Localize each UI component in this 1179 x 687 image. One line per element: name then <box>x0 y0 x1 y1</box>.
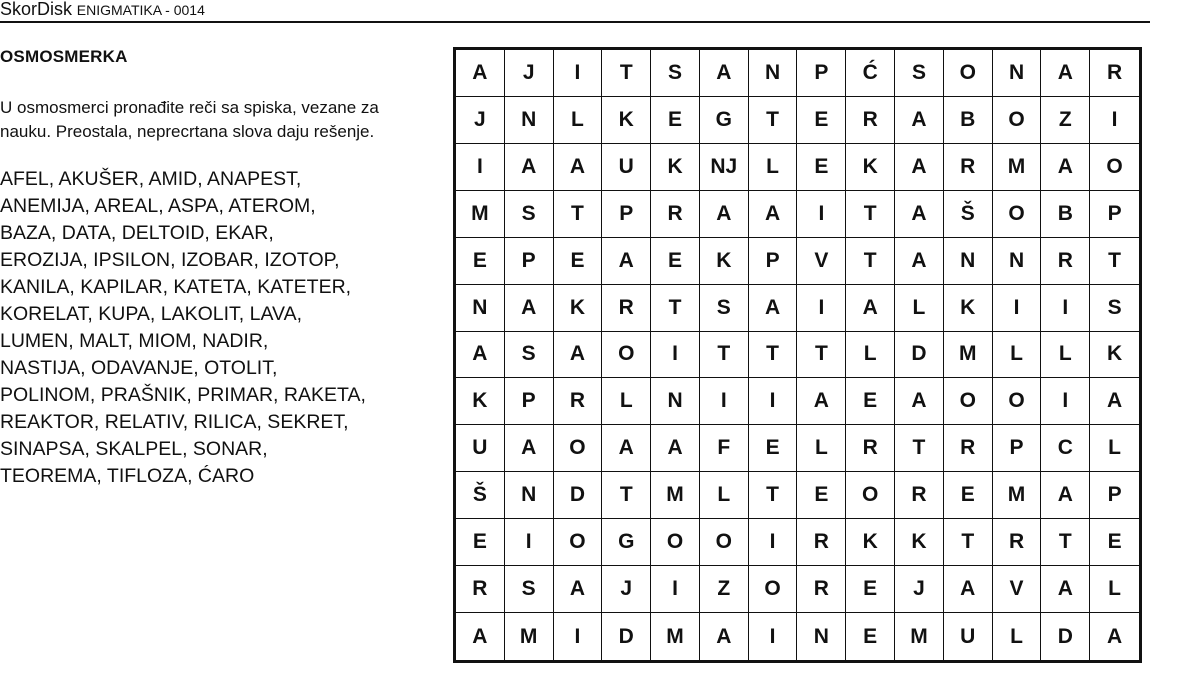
grid-cell[interactable]: T <box>846 191 895 238</box>
grid-cell[interactable]: A <box>554 332 603 379</box>
grid-cell[interactable]: R <box>993 519 1042 566</box>
grid-cell[interactable]: T <box>846 238 895 285</box>
grid-cell[interactable]: T <box>602 472 651 519</box>
grid-cell[interactable]: N <box>797 613 846 660</box>
grid-cell[interactable]: I <box>456 144 505 191</box>
grid-cell[interactable]: P <box>797 50 846 97</box>
grid-cell[interactable]: I <box>1041 285 1090 332</box>
grid-cell[interactable]: R <box>1090 50 1139 97</box>
grid-cell[interactable]: A <box>700 50 749 97</box>
word-list-line: AFEL, AKUŠER, AMID, ANAPEST, <box>0 168 302 190</box>
grid-cell[interactable]: J <box>456 97 505 144</box>
grid-cell[interactable]: P <box>1090 472 1139 519</box>
grid-cell[interactable]: N <box>993 50 1042 97</box>
word-list-line: ANEMIJA, AREAL, ASPA, ATEROM, <box>0 195 316 217</box>
grid-cell[interactable]: A <box>505 425 554 472</box>
grid-cell[interactable]: T <box>749 332 798 379</box>
grid-cell[interactable]: J <box>895 566 944 613</box>
grid-cell[interactable]: A <box>1041 472 1090 519</box>
grid-cell[interactable]: A <box>846 285 895 332</box>
grid-cell[interactable]: O <box>993 97 1042 144</box>
letter-grid <box>453 47 1142 663</box>
grid-cell[interactable]: L <box>993 332 1042 379</box>
word-list-line: TEOREMA, TIFLOZA, ĆARO <box>0 465 255 487</box>
grid-cell[interactable]: K <box>651 144 700 191</box>
grid-cell[interactable]: A <box>505 285 554 332</box>
grid-cell[interactable]: K <box>895 519 944 566</box>
grid-cell[interactable]: I <box>505 519 554 566</box>
grid-cell[interactable]: S <box>651 50 700 97</box>
grid-cell[interactable]: D <box>602 613 651 660</box>
grid-cell[interactable]: P <box>1090 191 1139 238</box>
grid-cell[interactable]: Z <box>700 566 749 613</box>
grid-cell[interactable]: I <box>797 285 846 332</box>
grid-cell[interactable]: Š <box>944 191 993 238</box>
grid-cell[interactable]: E <box>846 613 895 660</box>
grid-cell[interactable]: Š <box>456 472 505 519</box>
grid-cell[interactable]: I <box>993 285 1042 332</box>
grid-cell[interactable]: O <box>554 519 603 566</box>
grid-cell[interactable]: T <box>700 332 749 379</box>
grid-cell[interactable]: S <box>505 566 554 613</box>
grid-cell[interactable]: L <box>700 472 749 519</box>
grid-cell[interactable]: P <box>993 425 1042 472</box>
grid-cell[interactable]: I <box>797 191 846 238</box>
grid-cell[interactable]: E <box>846 566 895 613</box>
grid-cell[interactable]: E <box>651 238 700 285</box>
grid-cell[interactable]: R <box>797 519 846 566</box>
grid-cell[interactable]: A <box>895 238 944 285</box>
grid-cell[interactable]: E <box>797 472 846 519</box>
grid-cell[interactable]: T <box>797 332 846 379</box>
grid-cell[interactable]: R <box>944 425 993 472</box>
grid-cell[interactable]: B <box>1041 191 1090 238</box>
word-list-line: SINAPSA, SKALPEL, SONAR, <box>0 438 268 460</box>
grid-cell[interactable]: M <box>456 191 505 238</box>
grid-cell[interactable]: E <box>944 472 993 519</box>
word-list <box>0 166 440 490</box>
grid-cell[interactable]: M <box>895 613 944 660</box>
grid-cell[interactable]: A <box>700 613 749 660</box>
grid-cell[interactable]: R <box>456 566 505 613</box>
grid-cell[interactable]: R <box>846 97 895 144</box>
grid-cell[interactable]: A <box>1041 566 1090 613</box>
grid-cell[interactable]: A <box>895 191 944 238</box>
grid-cell[interactable]: P <box>749 238 798 285</box>
grid-cell[interactable]: R <box>895 472 944 519</box>
grid-cell[interactable]: O <box>993 378 1042 425</box>
grid-cell[interactable]: Ć <box>846 50 895 97</box>
grid-cell[interactable]: L <box>749 144 798 191</box>
grid-cell[interactable]: L <box>1041 332 1090 379</box>
grid-cell[interactable]: N <box>944 238 993 285</box>
grid-cell[interactable]: E <box>846 378 895 425</box>
grid-cell[interactable]: R <box>1041 238 1090 285</box>
word-list-line: POLINOM, PRAŠNIK, PRIMAR, RAKETA, <box>0 384 366 406</box>
grid-cell[interactable]: A <box>895 378 944 425</box>
grid-cell[interactable]: N <box>749 50 798 97</box>
grid-cell[interactable]: D <box>554 472 603 519</box>
grid-cell[interactable]: M <box>505 613 554 660</box>
puzzle-title: OSMOSMERKA <box>0 47 128 66</box>
grid-cell[interactable]: A <box>602 425 651 472</box>
grid-cell[interactable]: A <box>456 332 505 379</box>
grid-cell[interactable]: I <box>1090 97 1139 144</box>
grid-cell[interactable]: R <box>846 425 895 472</box>
grid-cell[interactable]: R <box>554 378 603 425</box>
grid-cell[interactable]: R <box>602 285 651 332</box>
grid-cell[interactable]: O <box>1090 144 1139 191</box>
grid-cell[interactable]: O <box>944 50 993 97</box>
grid-cell[interactable]: A <box>505 144 554 191</box>
grid-cell[interactable]: E <box>554 238 603 285</box>
grid-cell[interactable]: N <box>505 97 554 144</box>
grid-cell[interactable]: A <box>1041 144 1090 191</box>
grid-cell[interactable]: A <box>456 50 505 97</box>
grid-cell[interactable]: K <box>456 378 505 425</box>
grid-cell[interactable]: K <box>602 97 651 144</box>
grid-cell[interactable]: A <box>749 191 798 238</box>
grid-cell[interactable]: S <box>700 285 749 332</box>
grid-cell[interactable]: G <box>700 97 749 144</box>
grid-cell[interactable]: I <box>554 613 603 660</box>
grid-cell[interactable]: A <box>651 425 700 472</box>
grid-cell[interactable]: L <box>846 332 895 379</box>
clue-panel <box>0 47 440 490</box>
grid-cell[interactable]: K <box>1090 332 1139 379</box>
grid-cell[interactable]: S <box>895 50 944 97</box>
grid-cell[interactable]: K <box>944 285 993 332</box>
grid-cell[interactable]: E <box>651 97 700 144</box>
grid-cell[interactable]: A <box>554 144 603 191</box>
grid-cell[interactable]: O <box>749 566 798 613</box>
grid-cell[interactable]: E <box>456 238 505 285</box>
grid-cell[interactable]: S <box>505 332 554 379</box>
grid-cell[interactable]: NJ <box>700 144 749 191</box>
word-list-line: REAKTOR, RELATIV, RILICA, SEKRET, <box>0 411 349 433</box>
grid-cell[interactable]: K <box>846 519 895 566</box>
grid-cell[interactable]: D <box>895 332 944 379</box>
instructions: U osmosmerci pronađite reči sa spiska, vezane za nauku. Preostala, neprecrtana slova daju rešenje. <box>0 98 379 141</box>
grid-cell[interactable]: I <box>700 378 749 425</box>
grid-cell[interactable]: N <box>651 378 700 425</box>
grid-cell[interactable]: T <box>749 472 798 519</box>
grid-cell[interactable]: M <box>993 144 1042 191</box>
grid-cell[interactable]: A <box>554 566 603 613</box>
grid-cell[interactable]: T <box>1090 238 1139 285</box>
grid-cell[interactable]: A <box>895 97 944 144</box>
grid-cell[interactable]: R <box>797 566 846 613</box>
grid-cell[interactable]: D <box>1041 613 1090 660</box>
grid-cell[interactable]: A <box>1090 378 1139 425</box>
grid-cell[interactable]: T <box>554 191 603 238</box>
grid-cell[interactable]: A <box>749 285 798 332</box>
grid-cell[interactable]: I <box>749 378 798 425</box>
grid-cell[interactable]: L <box>1090 566 1139 613</box>
grid-cell[interactable]: N <box>993 238 1042 285</box>
grid-cell[interactable]: O <box>993 191 1042 238</box>
grid-cell[interactable]: I <box>651 566 700 613</box>
word-list-line: KANILA, KAPILAR, KATETA, KATETER, <box>0 276 352 298</box>
grid-cell[interactable]: R <box>651 191 700 238</box>
grid-cell[interactable]: S <box>505 191 554 238</box>
grid-cell[interactable]: A <box>602 238 651 285</box>
grid-cell[interactable]: O <box>602 332 651 379</box>
grid-cell[interactable]: E <box>1090 519 1139 566</box>
grid-cell[interactable]: U <box>602 144 651 191</box>
grid-cell[interactable]: A <box>1041 50 1090 97</box>
grid-cell[interactable]: O <box>651 519 700 566</box>
grid-cell[interactable]: G <box>602 519 651 566</box>
grid-cell[interactable]: T <box>602 50 651 97</box>
grid-cell[interactable]: T <box>944 519 993 566</box>
grid-cell[interactable]: O <box>944 378 993 425</box>
grid-cell[interactable]: A <box>944 566 993 613</box>
grid-cell[interactable]: K <box>700 238 749 285</box>
grid-cell[interactable]: J <box>505 50 554 97</box>
grid-cell[interactable]: N <box>505 472 554 519</box>
grid-cell[interactable]: M <box>944 332 993 379</box>
grid-cell[interactable]: S <box>1090 285 1139 332</box>
grid-cell[interactable]: V <box>797 238 846 285</box>
grid-cell[interactable]: A <box>700 191 749 238</box>
grid-cell[interactable]: E <box>749 425 798 472</box>
grid-cell[interactable]: O <box>846 472 895 519</box>
grid-cell[interactable]: I <box>1041 378 1090 425</box>
grid-cell[interactable]: B <box>944 97 993 144</box>
brand-name: SkorDisk <box>0 0 73 19</box>
grid-cell[interactable]: K <box>846 144 895 191</box>
grid-cell[interactable]: O <box>554 425 603 472</box>
grid-cell[interactable]: T <box>895 425 944 472</box>
grid-cell[interactable]: E <box>456 519 505 566</box>
grid-cell[interactable]: P <box>505 378 554 425</box>
word-list-line: BAZA, DATA, DELTOID, EKAR, <box>0 222 274 244</box>
grid-cell[interactable]: I <box>554 50 603 97</box>
word-list-line: NASTIJA, ODAVANJE, OTOLIT, <box>0 357 278 379</box>
grid-cell[interactable]: U <box>456 425 505 472</box>
grid-cell[interactable]: T <box>749 97 798 144</box>
grid-cell[interactable]: A <box>895 144 944 191</box>
grid-cell[interactable]: A <box>1107 624 1123 648</box>
grid-cell[interactable]: J <box>602 566 651 613</box>
grid-cell[interactable]: A <box>456 613 505 660</box>
grid-cell[interactable]: I <box>749 613 798 660</box>
grid-cell[interactable]: L <box>895 285 944 332</box>
grid-cell[interactable]: L <box>554 97 603 144</box>
grid-cell[interactable]: V <box>993 566 1042 613</box>
grid-cell[interactable]: P <box>505 238 554 285</box>
grid-cell[interactable]: U <box>944 613 993 660</box>
word-list-line: EROZIJA, IPSILON, IZOBAR, IZOTOP, <box>0 249 340 271</box>
grid-cell[interactable]: M <box>651 613 700 660</box>
grid-cell[interactable]: K <box>554 285 603 332</box>
grid-cell[interactable]: C <box>1041 425 1090 472</box>
grid-cell[interactable]: L <box>1090 425 1139 472</box>
grid-cell[interactable]: T <box>651 285 700 332</box>
grid-cell[interactable]: T <box>1041 519 1090 566</box>
grid-cell[interactable]: A <box>797 378 846 425</box>
grid-cell[interactable]: I <box>749 519 798 566</box>
grid-cell[interactable]: R <box>944 144 993 191</box>
header-subtitle: ENIGMATIKA - 0014 <box>76 2 205 18</box>
grid-cell[interactable]: P <box>602 191 651 238</box>
grid-cell[interactable]: Z <box>1041 97 1090 144</box>
grid-cell[interactable]: F <box>700 425 749 472</box>
grid-cell[interactable]: L <box>993 613 1042 660</box>
grid-cell[interactable]: E <box>797 97 846 144</box>
grid-cell[interactable]: L <box>602 378 651 425</box>
grid-cell[interactable]: I <box>651 332 700 379</box>
grid-cell[interactable]: N <box>456 285 505 332</box>
grid-cell[interactable]: L <box>797 425 846 472</box>
word-list-line: KORELAT, KUPA, LAKOLIT, LAVA, <box>0 303 303 325</box>
grid-cell[interactable]: M <box>651 472 700 519</box>
page-header <box>0 0 1150 23</box>
word-list-line: LUMEN, MALT, MIOM, NADIR, <box>0 330 269 352</box>
grid-cell[interactable]: E <box>797 144 846 191</box>
grid-cell[interactable]: M <box>993 472 1042 519</box>
grid-cell[interactable]: O <box>700 519 749 566</box>
